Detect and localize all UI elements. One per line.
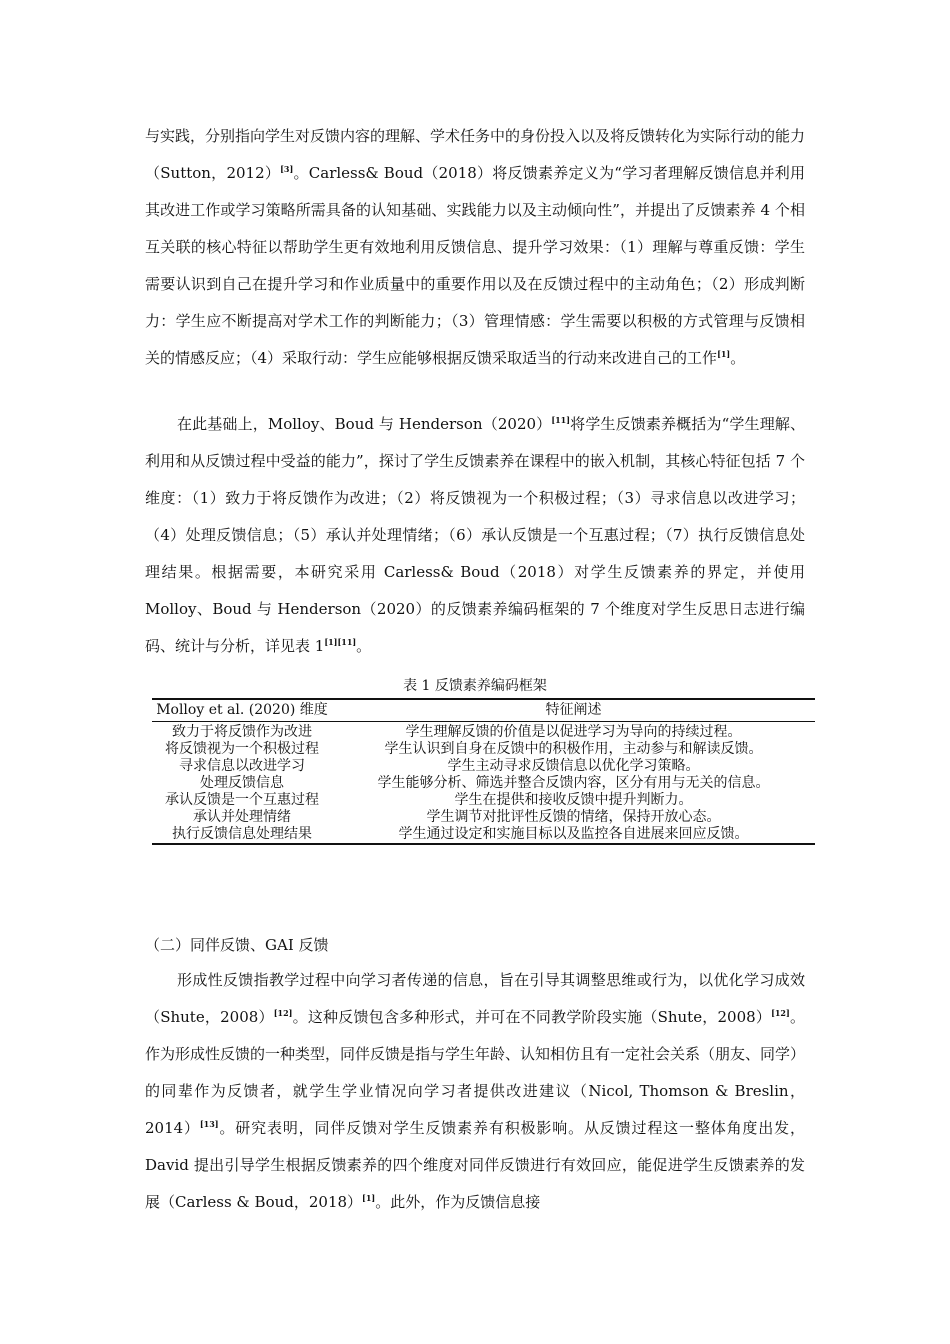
- header-dimension: Molloy et al. (2020) 维度: [156, 702, 328, 718]
- citation-ref: [1]: [362, 1193, 376, 1203]
- paragraph-feedback-literacy-definition: [145, 118, 805, 377]
- cell-description: 学生调节对批评性反馈的情绪，保持开放心态。: [426, 809, 721, 825]
- cell-dimension: 承认反馈是一个互惠过程: [165, 792, 319, 808]
- cell-description: 学生在提供和接收反馈中提升判断力。: [454, 792, 693, 808]
- cell-dimension: 寻求信息以改进学习: [179, 758, 305, 774]
- paragraph-text: 。作为形成性反馈的一种类型，同伴反馈是指与学生年龄、认知相仿且有一定社会关系（朋友、同学）的同辈作为反馈者，就学生学业情况向学习者提供改进建议（Nicol, Thomson & Breslin，2014）: [145, 1008, 806, 1137]
- cell-dimension: 将反馈视为一个积极过程: [165, 741, 319, 757]
- citation-ref: [1][11]: [324, 637, 357, 647]
- cell-description: 学生通过设定和实施目标以及监控各自进展来回应反馈。: [398, 826, 749, 842]
- paragraph-text: 与实践，分别指向学生对反馈内容的理解、学术任务中的身份投入以及将反馈转化为实际行动的能力（Sutton，2012）: [145, 127, 806, 182]
- paragraph-text: 形成性反馈指教学过程中向学习者传递的信息，旨在引导其调整思维或行为，以优化学习成效（Shute，2008）: [145, 971, 805, 1026]
- header-description: 特征阐述: [545, 702, 602, 718]
- paragraph-text: 。这种反馈包含多种形式，并可在不同教学阶段实施（Shute，2008）: [292, 1008, 772, 1026]
- table-row: [152, 758, 815, 775]
- table-row: [152, 792, 815, 809]
- cell-dimension: 致力于将反馈作为改进: [172, 724, 312, 740]
- paragraph-text: 。: [730, 349, 746, 367]
- cell-dimension: 执行反馈信息处理结果: [172, 826, 312, 842]
- citation-ref: [11]: [551, 415, 571, 425]
- paragraph-text: 在此基础上，Molloy、Boud 与 Henderson（2020）: [177, 415, 552, 433]
- paragraph-text: 。此外，作为反馈信息接: [375, 1193, 541, 1211]
- citation-ref: [1]: [717, 349, 731, 359]
- table-row: [152, 722, 815, 742]
- citation-ref: [12]: [771, 1008, 790, 1018]
- citation-ref: [13]: [199, 1119, 219, 1129]
- paragraph-text: 。Carless& Boud（2018）将反馈素养定义为“学习者理解反馈信息并利用其改进工作或学习策略所需具备的认知基础、实践能力以及主动倾向性”，并提出了反馈素养 4 个相互关联的核心特征以帮助学生更有效地利用反馈信息、提升学习效果：（1）理解与尊重反馈：学生需要认识到自己在提升学习和作业质量中的重要作用以及在反馈过程中的主动角色；（2）形成判断力：学生应不断提高对学术工作的判断能力；（3）管理情感：学生需要以积极的方式管理与反馈相关的情感反应；（4）采取行动：学生应能够根据反馈采取适当的行动来改进自己的工作: [145, 164, 805, 367]
- citation-ref: [12]: [273, 1008, 293, 1018]
- paragraph-seven-dimensions: [145, 406, 805, 665]
- cell-description: 学生主动寻求反馈信息以优化学习策略。: [447, 758, 700, 774]
- table-header-row: [152, 699, 815, 722]
- table-caption: 表 1 反馈素养编码框架: [403, 678, 547, 694]
- paragraph-peer-feedback: [145, 962, 805, 1221]
- table-row: [152, 741, 815, 758]
- paragraph-text: 。研究表明，同伴反馈对学生反馈素养有积极影响。从反馈过程这一整体角度出发，David 提出引导学生根据反馈素养的四个维度对同伴反馈进行有效回应，能促进学生反馈素养的发展（Carless & Boud，2018）: [145, 1119, 805, 1211]
- cell-description: 学生认识到自身在反馈中的积极作用，主动参与和解读反馈。: [384, 741, 763, 757]
- table-row: [152, 775, 815, 792]
- cell-dimension: 处理反馈信息: [200, 775, 284, 791]
- table-row: [152, 826, 815, 844]
- cell-description: 学生理解反馈的价值是以促进学习为导向的持续过程。: [405, 724, 742, 740]
- cell-description: 学生能够分析、筛选并整合反馈内容，区分有用与无关的信息。: [377, 775, 770, 791]
- section-heading: （二）同伴反馈、GAI 反馈: [145, 936, 329, 954]
- table-row: [152, 809, 815, 826]
- paragraph-text: 将学生反馈素养概括为“学生理解、利用和从反馈过程中受益的能力”，探讨了学生反馈素养在课程中的嵌入机制，其核心特征包括 7 个维度：（1）致力于将反馈作为改进；（2）将反馈视为一个积极过程；（3）寻求信息以改进学习；（4）处理反馈信息；（5）承认并处理情绪；（6）承认反馈是一个互惠过程；（7）执行反馈信息处理结果。根据需要，本研究采用 Carless& Boud（2018）对学生反馈素养的界定，并使用 Molloy、Boud 与 Henderson（2020）的反馈素养编码框架的 7 个维度对学生反思日志进行编码、统计与分析，详见表 1: [145, 415, 805, 655]
- paragraph-text: 。: [356, 637, 372, 655]
- cell-dimension: 承认并处理情绪: [193, 809, 291, 825]
- citation-ref: [3]: [280, 164, 294, 174]
- coding-framework-table: [152, 698, 815, 845]
